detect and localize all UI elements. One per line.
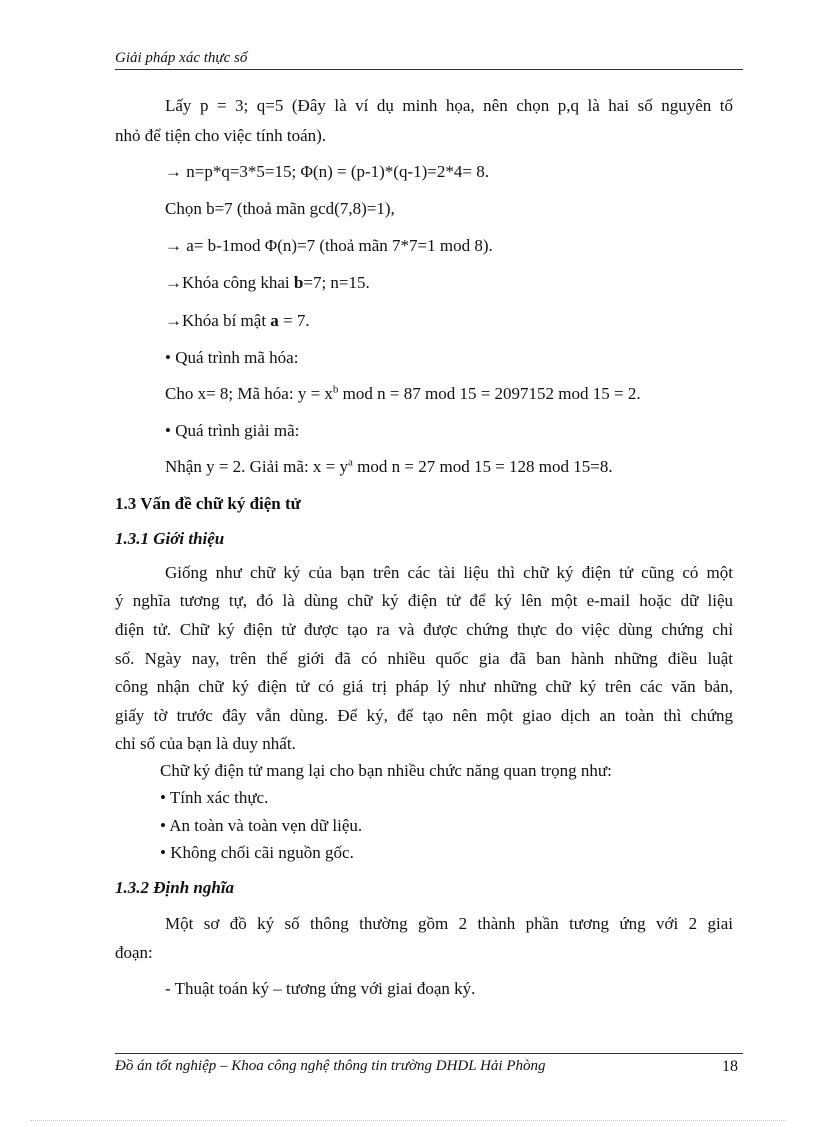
example-line-2: nhỏ để tiện cho việc tính toán). (115, 126, 327, 145)
public-key-suffix: =7; n=15. (303, 273, 370, 292)
intro-line-7: chỉ số của bạn là duy nhất. (115, 734, 296, 753)
function-item: • An toàn và toàn vẹn dữ liệu. (160, 816, 363, 835)
page-footer: Đồ án tốt nghiệp – Khoa công nghệ thông tin trường DHDL Hải Phòng (115, 1058, 546, 1074)
page-edge-divider (30, 1120, 786, 1121)
page-number: 18 (722, 1058, 738, 1075)
encrypt-prefix: Cho x= 8; Mã hóa: y = x (165, 384, 333, 403)
footer-divider (115, 1053, 743, 1054)
functions-intro: Chữ ký điện tử mang lại cho bạn nhiều chức năng quan trọng như: (160, 761, 612, 780)
decrypt-line (165, 457, 613, 477)
definition-line-2: đoạn: (115, 943, 153, 962)
definition-line-1: Một sơ đồ ký số thông thường gồm 2 thành phần tương ứng với 2 giai (165, 914, 733, 933)
function-item: • Không chối cãi nguồn gốc. (160, 843, 354, 862)
intro-title: 1.3.1 Giới thiệu (115, 529, 225, 548)
intro-line-2: ý nghĩa tương tự, đó là dùng chữ ký điện tử để ký lên một e-mail hoặc dữ liệu (115, 591, 733, 610)
private-key-line (165, 311, 310, 331)
public-key-b: b (293, 273, 304, 292)
public-key-line (165, 273, 370, 293)
encrypt-exponent: b (332, 383, 339, 396)
intro-line-1: Giống như chữ ký của bạn trên các tài liệu thì chữ ký điện tử cũng có một (165, 563, 733, 582)
decrypt-title: • Quá trình giải mã: (165, 421, 300, 440)
section-title: 1.3 Vấn đề chữ ký điện tử (115, 494, 301, 513)
intro-line-5: công nhận chữ ký điện tử có giá trị pháp lý như những chữ ký trên các văn bản, (115, 677, 733, 696)
encrypt-title: • Quá trình mã hóa: (165, 348, 299, 367)
function-item: • Tính xác thực. (160, 788, 269, 807)
intro-line-4: số. Ngày nay, trên thế giới đã có nhiều quốc gia đã ban hành những điều luật (115, 649, 733, 668)
intro-line-3: điện tử. Chữ ký điện tử được tạo ra và được chứng thực do việc dùng chứng chỉ (115, 620, 733, 639)
private-key-a: a (270, 311, 279, 330)
example-line-1: Lấy p = 3; q=5 (Đây là ví dụ minh họa, nên chọn p,q là hai số nguyên tố (165, 96, 733, 115)
page-header: Giải pháp xác thực số (115, 50, 743, 70)
encrypt-line (165, 384, 641, 404)
definition-title: 1.3.2 Định nghĩa (115, 878, 235, 897)
private-key-suffix: = 7. (278, 311, 310, 330)
private-key-prefix: →Khóa bí mật (165, 311, 271, 330)
intro-line-6: giấy tờ trước đây vẫn dùng. Để ký, để tạo nên một giao dịch an toàn thì chứng (115, 706, 733, 725)
step-n: → n=p*q=3*5=15; Φ(n) = (p-1)*(q-1)=2*4= 8. (165, 162, 489, 181)
public-key-prefix: →Khóa công khai (165, 273, 294, 292)
decrypt-prefix: Nhận y = 2. Giải mã: x = y (165, 457, 349, 476)
step-a: → a= b-1mod Φ(n)=7 (thoả mãn 7*7=1 mod 8). (165, 236, 493, 255)
decrypt-exponent: a (348, 456, 353, 469)
decrypt-suffix: mod n = 27 mod 15 = 128 mod 15=8. (352, 457, 613, 476)
encrypt-suffix: mod n = 87 mod 15 = 2097152 mod 15 = 2. (338, 384, 641, 403)
definition-item-1: - Thuật toán ký – tương ứng với giai đoạn ký. (165, 979, 476, 998)
step-b: Chọn b=7 (thoả mãn gcd(7,8)=1), (165, 199, 395, 218)
